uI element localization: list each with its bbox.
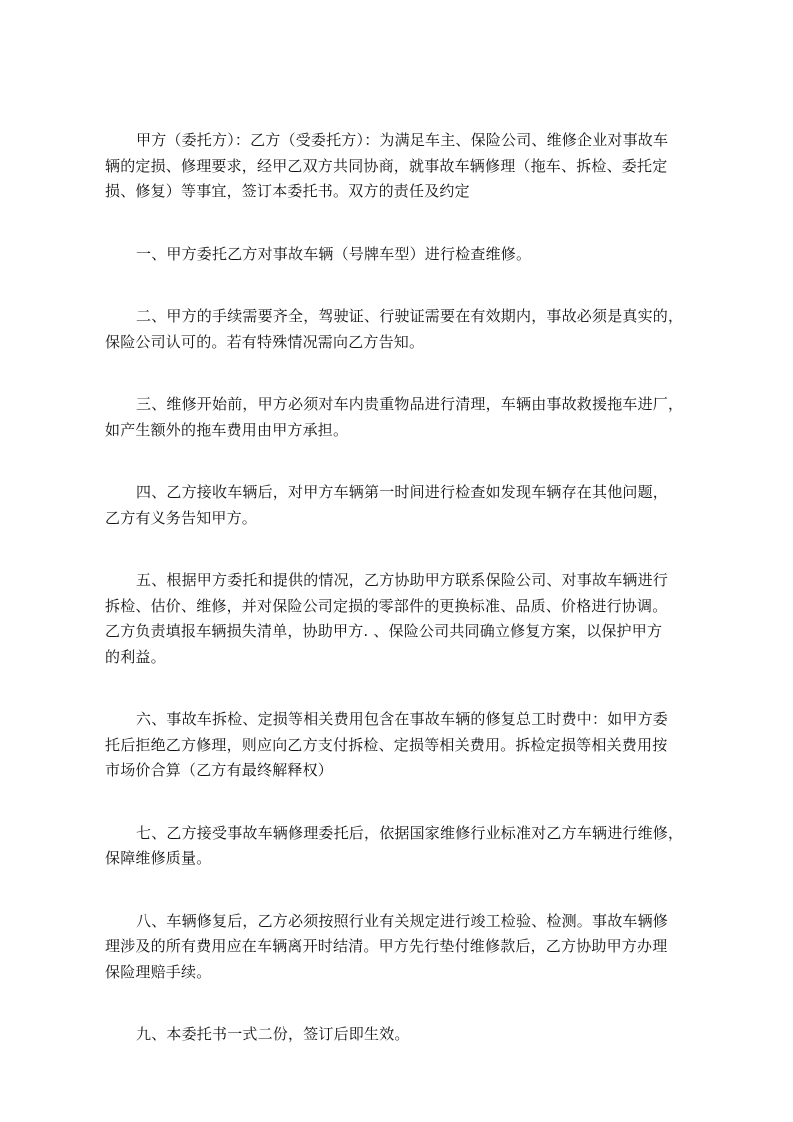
paragraph-line: 损、修复）等事宜，签订本委托书。双方的责任及约定 xyxy=(105,182,470,200)
paragraph-line: 乙方有义务告知甲方。 xyxy=(105,508,258,527)
paragraph-line: 如产生额外的拖车费用由甲方承担。 xyxy=(105,420,349,439)
paragraph-line: 二、甲方的手续需要齐全，驾驶证、行驶证需要在有效期内，事故必须是真实的， xyxy=(136,307,684,325)
clause-2 xyxy=(105,304,705,355)
paragraph-line: 六、事故车拆检、定损等相关费用包含在事故车辆的修复总工时费中：如甲方委 xyxy=(136,710,669,728)
paragraph-line: 保障维修质量。 xyxy=(105,849,212,867)
paragraph-line: 乙方负责填报车辆损失清单，协助甲方. 、保险公司共同确立修复方案，以保护甲方 xyxy=(105,622,663,640)
paragraph-line: 一、甲方委托乙方对事故车辆（号牌车型）进行检查维修。 xyxy=(136,244,532,263)
paragraph-line: 保险公司认可的。若有特殊情况需向乙方告知。 xyxy=(105,332,425,351)
paragraph-line: 市场价合算（乙方有最终解释权） xyxy=(105,761,334,779)
clause-1 xyxy=(105,242,705,268)
clause-9 xyxy=(105,1022,705,1048)
paragraph-line: 九、本委托书一式二份，签订后即生效。 xyxy=(136,1025,410,1043)
paragraph-line: 拆检、估价、维修，并对保险公司定损的零部件的更换标准、品质、价格进行协调。 xyxy=(105,596,668,615)
clause-4 xyxy=(105,480,705,531)
paragraph-line: 辆的定损、修理要求，经甲乙双方共同协商，就事故车辆修理（拖车、拆检、委托定 xyxy=(105,156,668,175)
clause-7 xyxy=(105,821,705,872)
paragraph-intro xyxy=(105,128,705,205)
paragraph-line: 理涉及的所有费用应在车辆离开时结清。甲方先行垫付维修款后，乙方协助甲方办理 xyxy=(105,937,668,955)
paragraph-line: 托后拒绝乙方修理，则应向乙方支付拆检、定损等相关费用。拆检定损等相关费用按 xyxy=(105,735,668,754)
paragraph-line: 四、乙方接收车辆后，对甲方车辆第一时间进行检查如发现车辆存在其他问题， xyxy=(136,483,669,501)
paragraph-line: 保险理赔手续。 xyxy=(105,962,212,981)
clause-5 xyxy=(105,568,705,670)
paragraph-line: 甲方（委托方）：乙方（受委托方）：为满足车主、保险公司、维修企业对事故车 xyxy=(136,131,669,149)
document-page xyxy=(105,128,705,1085)
paragraph-line: 三、维修开始前，甲方必须对车内贵重物品进行清理，车辆由事故救援拖车进厂， xyxy=(136,395,684,413)
clause-3 xyxy=(105,392,705,443)
paragraph-line: 五、根据甲方委托和提供的情况，乙方协助甲方联系保险公司、对事故车辆进行 xyxy=(136,571,669,589)
clause-6 xyxy=(105,707,705,784)
clause-8 xyxy=(105,909,705,986)
paragraph-line: 的利益。 xyxy=(105,647,166,666)
paragraph-line: 八、车辆修复后，乙方必须按照行业有关规定进行竣工检验、检测。事故车辆修 xyxy=(136,911,669,930)
paragraph-line: 七、乙方接受事故车辆修理委托后，依据国家维修行业标准对乙方车辆进行维修， xyxy=(136,823,684,842)
